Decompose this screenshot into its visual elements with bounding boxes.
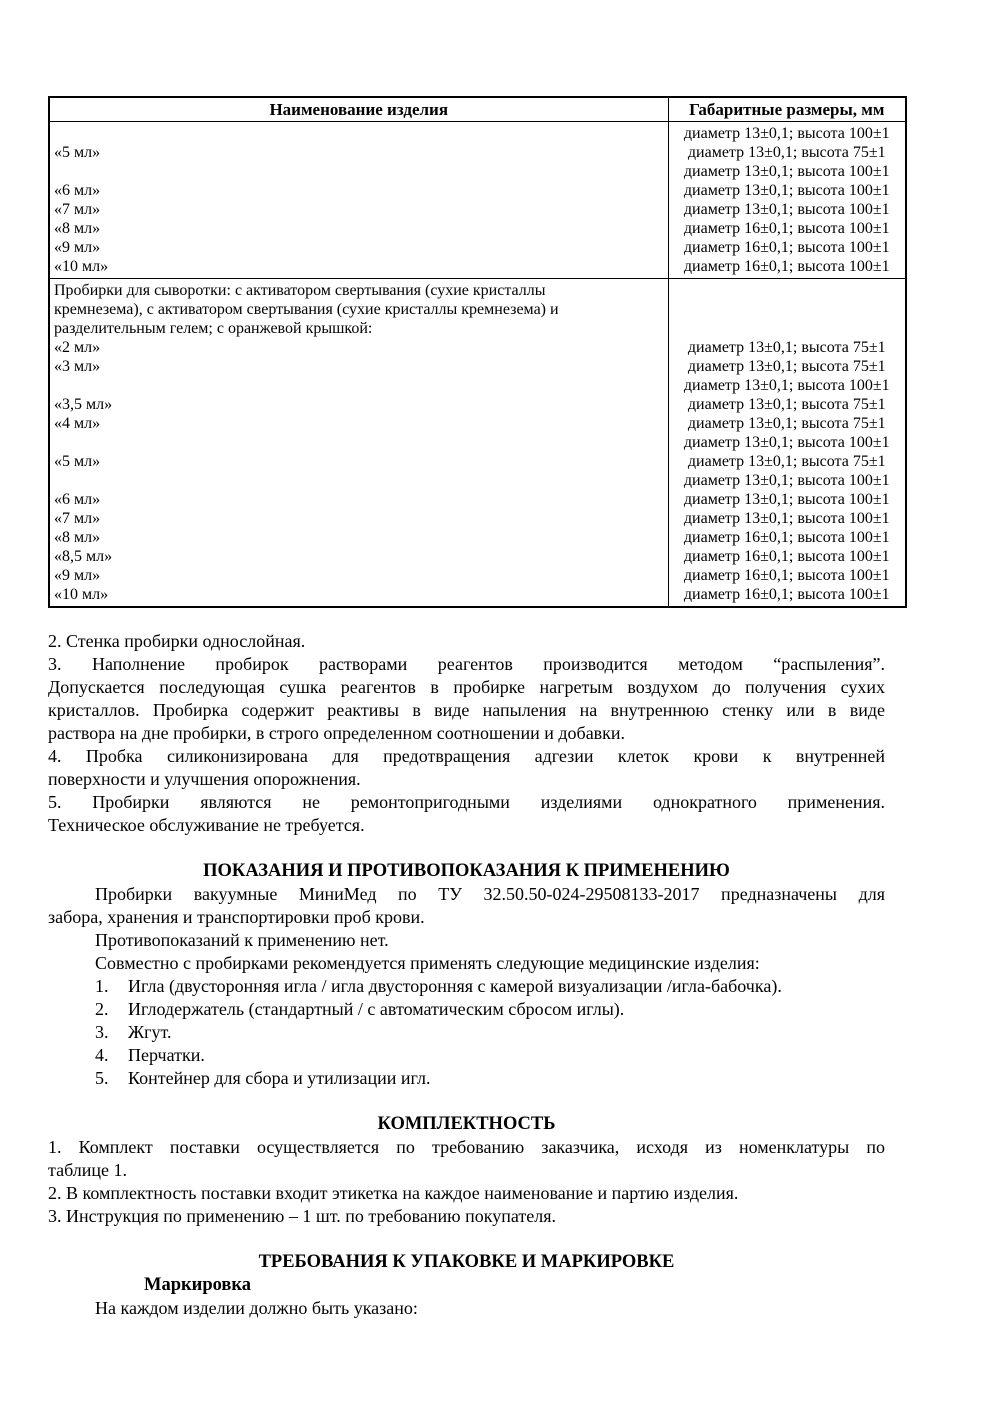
text-line: 4. Пробка силиконизирована для предотвращения адгезии клеток крови к внутренней [48, 746, 885, 766]
list-item-number: 3. [95, 1022, 109, 1042]
product-name-line: «7 мл» [54, 201, 101, 218]
product-name-line: «5 мл» [54, 144, 101, 161]
paragraph-label [48, 1182, 885, 1205]
product-name-line: «2 мл» [54, 339, 101, 356]
dimension-line: диаметр 13±0,1; высота 100±1 [683, 510, 890, 527]
list-item-text: Контейнер для сбора и утилизации игл. [128, 1068, 431, 1088]
product-name-line: «9 мл» [54, 239, 101, 256]
product-name-line: «8,5 мл» [54, 548, 113, 565]
product-name-cell [49, 279, 668, 608]
dimension-line: диаметр 16±0,1; высота 100±1 [683, 258, 890, 275]
size-column-spacer [673, 281, 902, 338]
page-content [48, 96, 905, 1320]
product-name-line: «8 мл» [54, 529, 101, 546]
product-name-line: «5 мл» [54, 453, 101, 470]
dimension-line: диаметр 13±0,1; высота 75±1 [687, 453, 886, 470]
table-header-row [49, 97, 906, 122]
dimension-line: диаметр 13±0,1; высота 100±1 [683, 201, 890, 218]
paragraph-instruction [48, 1205, 885, 1228]
paragraph-recommended-devices [48, 952, 885, 975]
list-item-number: 5. [95, 1068, 109, 1088]
list-item-text: Игла (двусторонняя игла / игла двусторонняя с камерой визуализации /игла-бабочка). [128, 976, 782, 996]
dimensions-cell [668, 122, 906, 279]
paragraph-3-filling [48, 653, 885, 745]
product-name-line: «10 мл» [54, 258, 109, 275]
list-item-number: 2. [95, 999, 109, 1019]
product-name-line [54, 124, 664, 143]
product-name-line [54, 433, 664, 452]
dimension-line: диаметр 16±0,1; высота 100±1 [683, 586, 890, 603]
dimension-line: диаметр 16±0,1; высота 100±1 [683, 529, 890, 546]
list-item [48, 998, 885, 1021]
serum-tubes-description-line: Пробирки для сыворотки: с активатором свертывания (сухие кристаллы [54, 282, 546, 299]
dimension-line: диаметр 13±0,1; высота 75±1 [687, 358, 886, 375]
text-line: таблице 1. [48, 1160, 128, 1180]
list-item-text: Жгут. [128, 1022, 172, 1042]
text-line: поверхности и улучшения опорожнения. [48, 769, 361, 789]
paragraph-2-wall [48, 630, 885, 653]
text-line: 3. Инструкция по применению – 1 шт. по требованию покупателя. [48, 1206, 556, 1226]
product-name-line: «6 мл» [54, 182, 101, 199]
text-line: раствора на дне пробирки, в строго определенном соотношении и добавки. [48, 723, 626, 743]
product-name-line: «3,5 мл» [54, 396, 113, 413]
paragraph-5-single-use [48, 791, 885, 837]
paragraph-purpose [48, 883, 885, 929]
dimension-line: диаметр 13±0,1; высота 100±1 [683, 434, 890, 451]
serum-tubes-description-line: кремнезема), с активатором свертывания (сухие кристаллы кремнезема) и [54, 301, 559, 318]
subheading-marking: Маркировка [144, 1275, 252, 1295]
product-size-table [48, 96, 907, 608]
product-name-line: «6 мл» [54, 491, 101, 508]
table-section-2 [49, 279, 906, 608]
text-line: На каждом изделии должно быть указано: [95, 1298, 418, 1318]
list-item [48, 1021, 885, 1044]
product-name-line: «4 мл» [54, 415, 101, 432]
serum-tubes-description-line: разделительным гелем; с оранжевой крышкой: [54, 320, 373, 337]
dimension-line: диаметр 13±0,1; высота 100±1 [683, 472, 890, 489]
list-item-number: 1. [95, 976, 109, 996]
paragraph-no-contraindications [48, 929, 885, 952]
text-line: 1. Комплект поставки осуществляется по требованию заказчика, исходя из номенклатуры по [48, 1137, 885, 1157]
text-line: 2. В комплектность поставки входит этикетка на каждое наименование и партию изделия. [48, 1183, 739, 1203]
list-item [48, 975, 885, 998]
text-line: Пробирки вакуумные МиниМед по ТУ 32.50.50-024-29508133-2017 предназначены для [95, 884, 885, 904]
heading-packaging-marking: ТРЕБОВАНИЯ К УПАКОВКЕ И МАРКИРОВКЕ [258, 1252, 675, 1272]
text-line: Техническое обслуживание не требуется. [48, 815, 365, 835]
dimension-line: диаметр 13±0,1; высота 100±1 [683, 491, 890, 508]
text-line: кристаллов. Пробирка содержит реактивы в виде напыления на внутреннюю стенку или в виде [48, 700, 885, 720]
list-item [48, 1044, 885, 1067]
dimension-line: диаметр 13±0,1; высота 100±1 [683, 377, 890, 394]
text-line: Противопоказаний к применению нет. [95, 930, 389, 950]
dimension-line: диаметр 13±0,1; высота 100±1 [683, 163, 890, 180]
list-item-number: 4. [95, 1045, 109, 1065]
text-line: забора, хранения и транспортировки проб крови. [48, 907, 425, 927]
dimension-line: диаметр 13±0,1; высота 75±1 [687, 144, 886, 161]
list-item [48, 1067, 885, 1090]
heading-completeness: КОМПЛЕКТНОСТЬ [377, 1114, 556, 1134]
product-name-line: «7 мл» [54, 510, 101, 527]
product-name-line [54, 376, 664, 395]
text-line: Совместно с пробирками рекомендуется применять следующие медицинские изделия: [95, 953, 760, 973]
dimension-line: диаметр 13±0,1; высота 75±1 [687, 396, 886, 413]
column-header-dimensions: Габаритные размеры, мм [668, 97, 906, 122]
paragraph-each-item-marked [48, 1297, 885, 1320]
text-line: 3. Наполнение пробирок растворами реагентов производится методом “распыления”. [48, 654, 885, 674]
heading-indications: ПОКАЗАНИЯ И ПРОТИВОПОКАЗАНИЯ К ПРИМЕНЕНИЮ [203, 861, 730, 881]
table-section-1 [49, 122, 906, 279]
product-name-line: «10 мл» [54, 586, 109, 603]
text-line: 2. Стенка пробирки однослойная. [48, 631, 306, 651]
product-name-line: «8 мл» [54, 220, 101, 237]
paragraph-delivery-set [48, 1136, 885, 1182]
dimension-line: диаметр 16±0,1; высота 100±1 [683, 567, 890, 584]
column-header-product-name: Наименование изделия [49, 97, 668, 122]
paragraph-4-stopper [48, 745, 885, 791]
medical-devices-list [48, 975, 885, 1090]
dimension-line: диаметр 13±0,1; высота 100±1 [683, 125, 890, 142]
dimension-line: диаметр 16±0,1; высота 100±1 [683, 548, 890, 565]
dimensions-cell [668, 279, 906, 608]
dimension-line: диаметр 16±0,1; высота 100±1 [683, 239, 890, 256]
dimension-line: диаметр 16±0,1; высота 100±1 [683, 220, 890, 237]
dimension-line: диаметр 13±0,1; высота 75±1 [687, 339, 886, 356]
text-line: 5. Пробирки являются не ремонтопригодными изделиями однократного применения. [48, 792, 885, 812]
list-item-text: Иглодержатель (стандартный / с автоматическим сбросом иглы). [128, 999, 625, 1019]
dimension-line: диаметр 13±0,1; высота 75±1 [687, 415, 886, 432]
product-name-line: «9 мл» [54, 567, 101, 584]
text-line: Допускается последующая сушка реагентов в пробирке нагретым воздухом до получения сухих [48, 677, 885, 697]
list-item-text: Перчатки. [128, 1045, 205, 1065]
dimension-line: диаметр 13±0,1; высота 100±1 [683, 182, 890, 199]
product-name-line: «3 мл» [54, 358, 101, 375]
document-body-text [48, 630, 885, 1320]
product-name-line [54, 162, 664, 181]
product-name-cell [49, 122, 668, 279]
product-name-line [54, 471, 664, 490]
